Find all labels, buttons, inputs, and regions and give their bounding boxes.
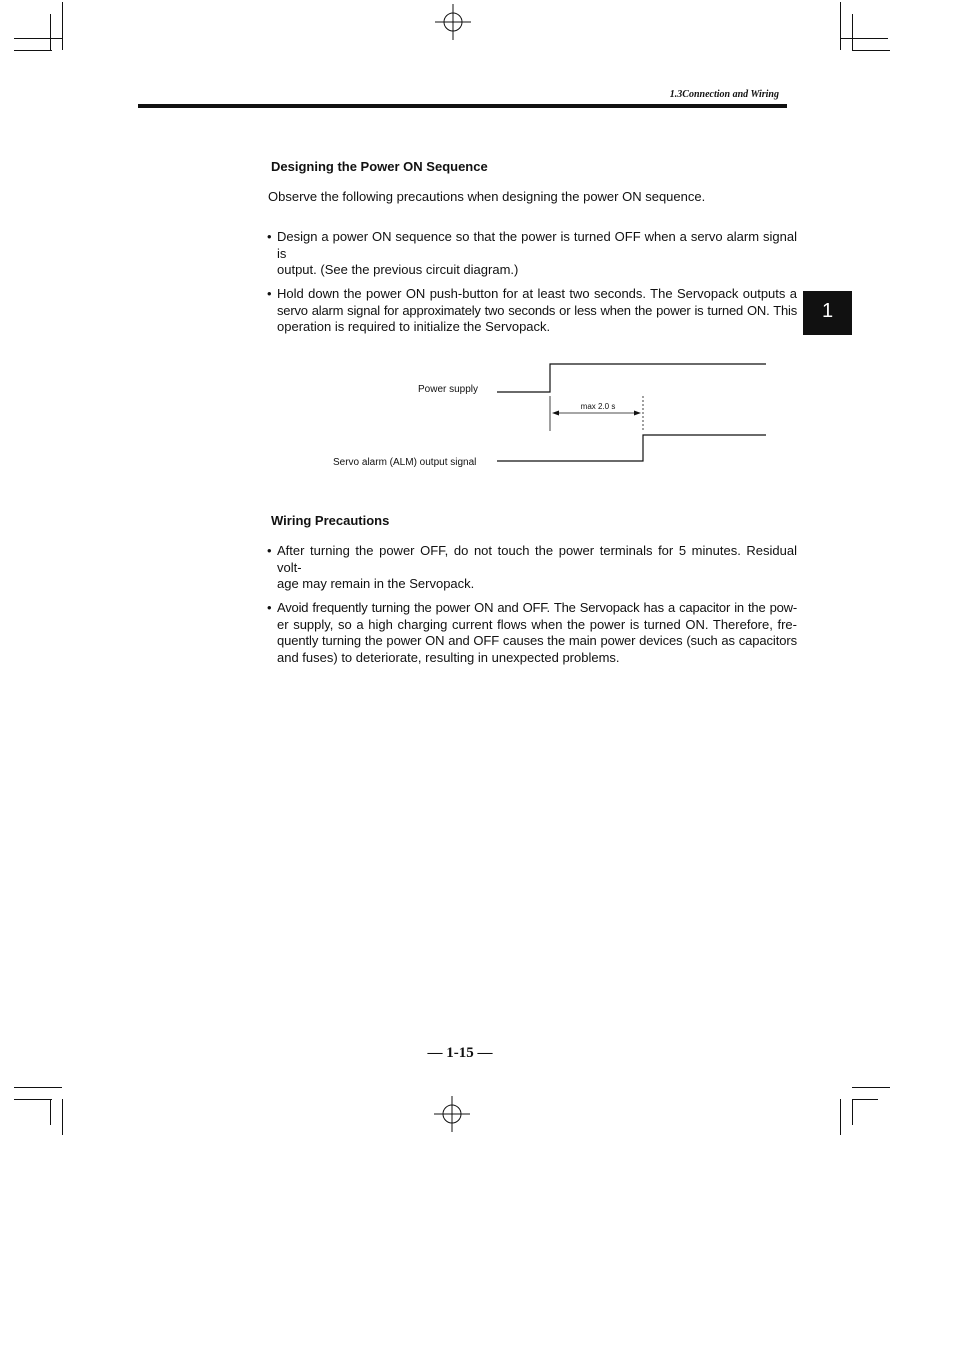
running-header: 1.3Connection and Wiring bbox=[669, 89, 779, 100]
section-intro: Observe the following precautions when designing the power ON sequence. bbox=[268, 189, 706, 204]
section-heading-power-on: Designing the Power ON Sequence bbox=[271, 159, 488, 174]
list-item-line: Design a power ON sequence so that the power is turned OFF when a servo alarm signal is bbox=[277, 229, 797, 261]
header-rule bbox=[138, 104, 787, 108]
list-item-line: and fuses) to deteriorate, resulting in unexpected problems. bbox=[277, 649, 620, 665]
chapter-tab: 1 bbox=[803, 291, 852, 335]
bullet-icon: • bbox=[267, 543, 272, 558]
arrowhead-left-icon bbox=[552, 411, 559, 416]
power-supply-waveform bbox=[497, 364, 766, 392]
crop-mark bbox=[852, 50, 890, 51]
crop-mark bbox=[14, 1087, 62, 1088]
crop-mark bbox=[852, 14, 853, 50]
page-number: — 1-15 — bbox=[427, 1045, 493, 1061]
crop-mark bbox=[840, 2, 841, 50]
crop-mark bbox=[62, 2, 63, 50]
list-item-line: operation is required to initialize the Servopack. bbox=[277, 319, 551, 334]
bullet-icon: • bbox=[267, 229, 272, 244]
list-item bbox=[267, 286, 797, 336]
timing-diagram bbox=[490, 355, 775, 475]
crop-mark bbox=[62, 1099, 63, 1135]
alarm-signal-waveform bbox=[497, 435, 766, 461]
crop-mark bbox=[852, 1099, 853, 1125]
list-item-line: After turning the power OFF, do not touch the power terminals for 5 minutes. Residual volt- bbox=[277, 543, 797, 575]
registration-mark-icon bbox=[432, 1094, 472, 1134]
list-item-line: Avoid frequently turning the power ON and OFF. The Servopack has a capacitor in the pow- bbox=[277, 600, 797, 615]
crop-mark bbox=[852, 1087, 890, 1088]
list-item-line: output. (See the previous circuit diagram.) bbox=[277, 262, 519, 277]
list-item bbox=[267, 229, 797, 279]
list-item-line: age may remain in the Servopack. bbox=[277, 576, 475, 591]
crop-mark bbox=[14, 38, 62, 39]
bullet-icon: • bbox=[267, 286, 272, 301]
list-item bbox=[267, 600, 797, 666]
alarm-signal-label: Servo alarm (ALM) output signal bbox=[333, 457, 477, 468]
list-item-line: er supply, so a high charging current flows when the power is turned ON. Therefore, fre- bbox=[277, 616, 797, 632]
arrowhead-right-icon bbox=[634, 411, 641, 416]
bullet-icon: • bbox=[267, 600, 272, 615]
crop-mark bbox=[840, 1099, 841, 1135]
crop-mark bbox=[50, 14, 51, 50]
crop-mark bbox=[50, 1099, 51, 1125]
section-heading-wiring: Wiring Precautions bbox=[271, 513, 390, 528]
crop-mark bbox=[14, 1099, 52, 1100]
crop-mark bbox=[14, 50, 52, 51]
list-item-line: servo alarm signal for approximately two seconds or less when the power is turned ON. This bbox=[277, 302, 797, 318]
list-item-line: Hold down the power ON push-button for at least two seconds. The Servopack outputs a bbox=[277, 286, 797, 301]
interval-label: max 2.0 s bbox=[580, 402, 616, 411]
power-supply-label: Power supply bbox=[418, 384, 479, 395]
list-item-line: quently turning the power ON and OFF causes the main power devices (such as capacitors bbox=[277, 633, 797, 648]
list-item bbox=[267, 543, 797, 593]
registration-mark-icon bbox=[433, 2, 473, 42]
crop-mark bbox=[852, 1099, 878, 1100]
crop-mark bbox=[840, 38, 888, 39]
